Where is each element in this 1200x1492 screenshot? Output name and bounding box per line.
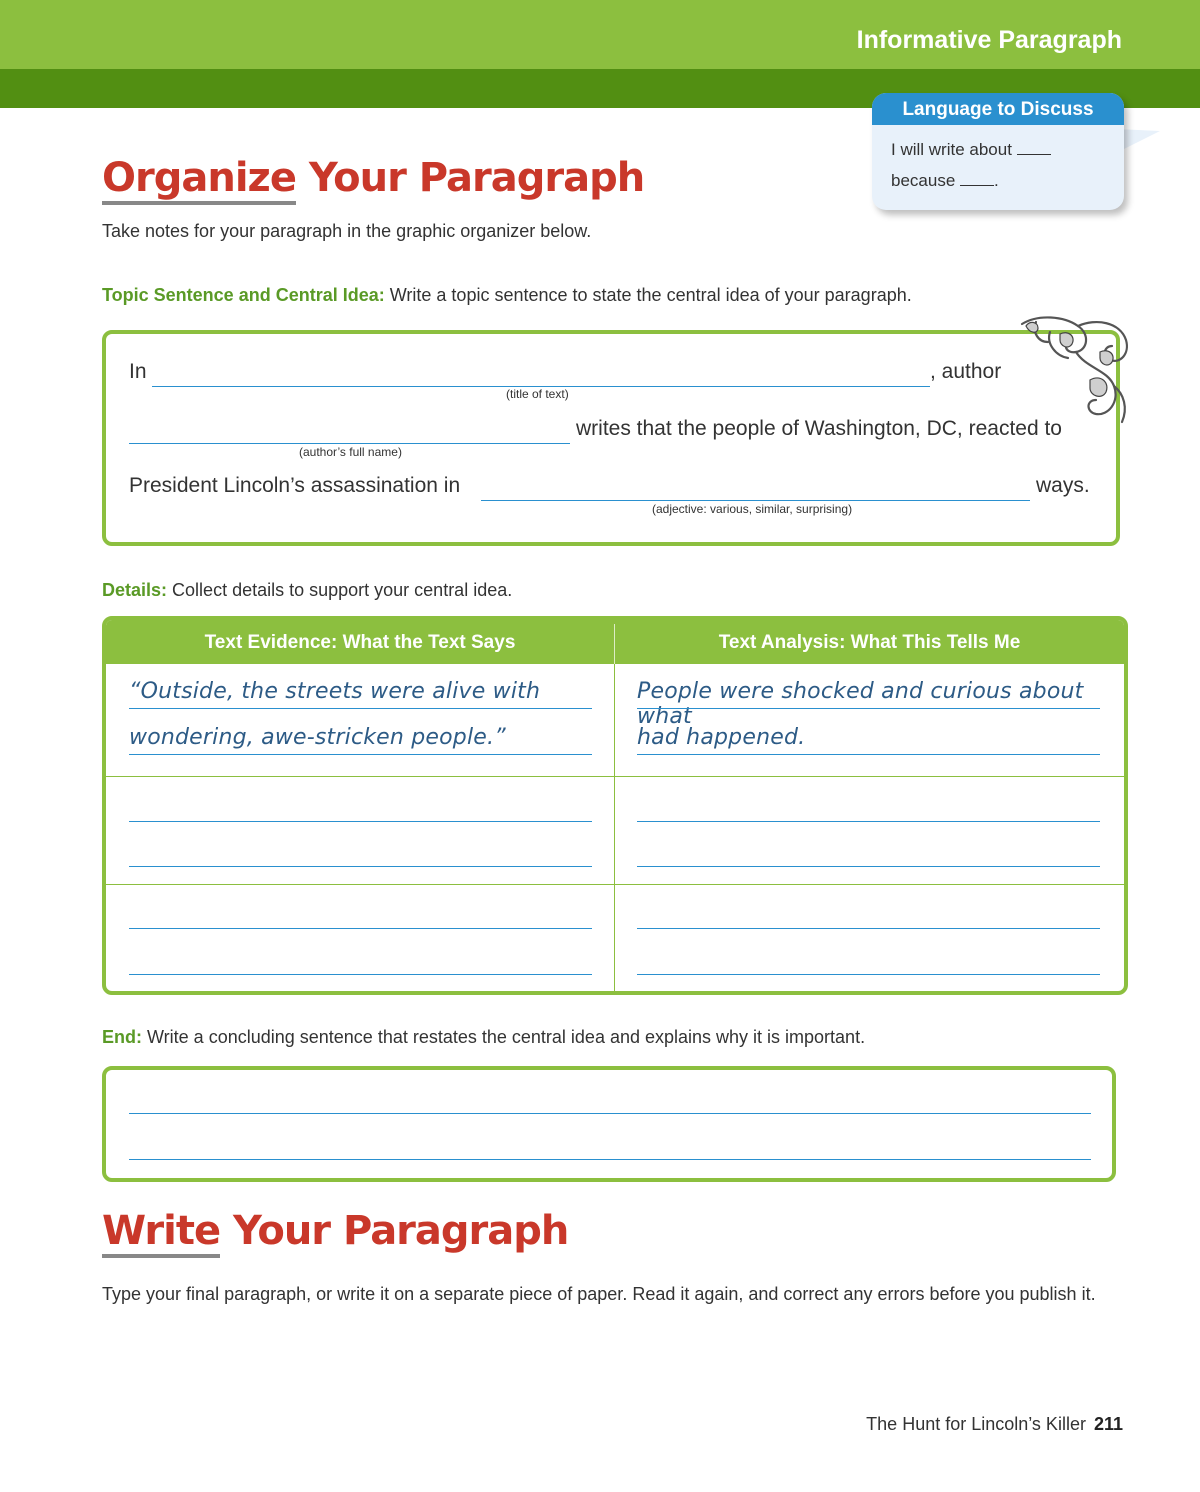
conclusion-line[interactable] (129, 1113, 1091, 1114)
evidence-line[interactable] (129, 866, 592, 867)
frame-in-text: In (129, 360, 147, 383)
analysis-line[interactable] (637, 708, 1100, 709)
evidence-line[interactable] (129, 708, 592, 709)
hint-title: (title of text) (506, 387, 569, 401)
page-number: 211 (1093, 1414, 1123, 1434)
book-title: The Hunt for Lincoln’s Killer (866, 1414, 1086, 1434)
evidence-line[interactable] (129, 928, 592, 929)
language-box-title: Language to Discuss (872, 93, 1124, 125)
decorative-scroll-ornament-icon (1016, 312, 1132, 430)
row-divider (106, 776, 1124, 777)
details-table (102, 616, 1128, 995)
analysis-line[interactable] (637, 754, 1100, 755)
section-title: Informative Paragraph (856, 26, 1122, 54)
evidence-line[interactable] (129, 754, 592, 755)
concluding-sentence-box (102, 1066, 1116, 1182)
topic-sentence-box (102, 330, 1120, 546)
evidence-line[interactable] (129, 974, 592, 975)
column-header-analysis: Text Analysis: What This Tells Me (718, 632, 1021, 653)
conclusion-line[interactable] (129, 1159, 1091, 1160)
hint-author: (author’s full name) (299, 445, 402, 459)
organize-intro: Take notes for your paragraph in the graphic organizer below. (102, 221, 592, 241)
evidence-text-line2: wondering, awe-stricken people.” (129, 725, 506, 750)
page-footer (866, 1414, 1123, 1435)
frame-assassination-text: President Lincoln’s assassination in (129, 474, 461, 497)
frame-ways-text: ways. (1036, 474, 1090, 497)
analysis-line[interactable] (637, 866, 1100, 867)
language-to-discuss-box (872, 93, 1124, 210)
row-divider (106, 884, 1124, 885)
language-box-line2: because . (891, 171, 999, 190)
evidence-line[interactable] (129, 821, 592, 822)
author-blank[interactable] (129, 443, 570, 444)
end-instructions: End: Write a concluding sentence that restates the central idea and explains why it is important. (102, 1027, 866, 1047)
analysis-text-line1: People were shocked and curious about what (637, 679, 1084, 729)
analysis-text-line2: had happened. (637, 725, 806, 750)
details-instructions: Details: Collect details to support your central idea. (102, 580, 513, 600)
analysis-line[interactable] (637, 928, 1100, 929)
write-heading: Write Your Paragraph (102, 1208, 569, 1254)
language-box-line1: I will write about (891, 140, 1051, 160)
write-instructions: Type your final paragraph, or write it on a separate piece of paper. Read it again, and correct any errors before you publish it. (102, 1284, 1096, 1304)
analysis-line[interactable] (637, 821, 1100, 822)
column-divider (614, 620, 615, 991)
hint-adjective: (adjective: various, similar, surprising) (652, 502, 853, 516)
topic-instructions: Topic Sentence and Central Idea: Write a topic sentence to state the central idea of your paragraph. (102, 285, 912, 305)
frame-writes-text: writes that the people of Washington, DC, reacted to (576, 417, 1062, 440)
analysis-line[interactable] (637, 974, 1100, 975)
frame-author-text: , author (930, 360, 1002, 383)
column-header-evidence: Text Evidence: What the Text Says (204, 632, 516, 653)
adjective-blank[interactable] (481, 500, 1030, 501)
evidence-text-line1: “Outside, the streets were alive with (129, 679, 541, 704)
organize-heading: Organize Your Paragraph (102, 155, 645, 201)
